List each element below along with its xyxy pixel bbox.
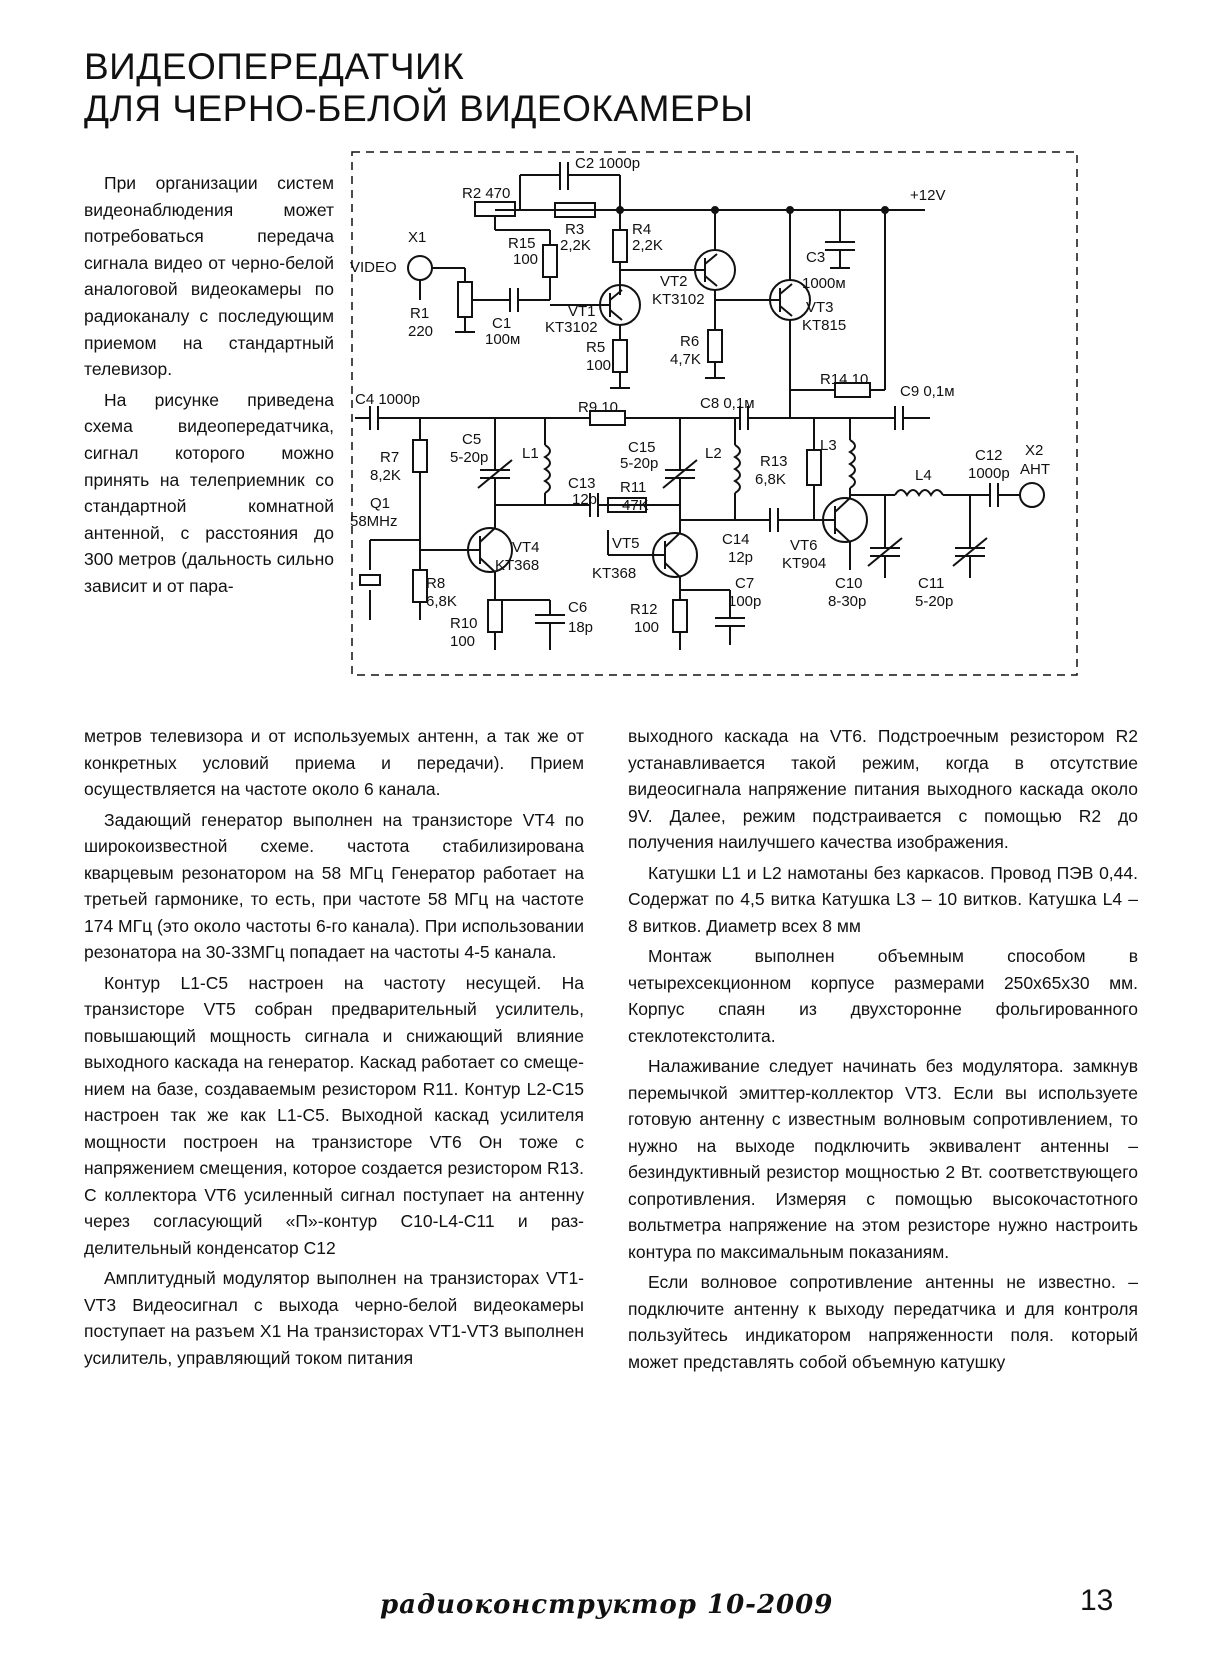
label-vt1-type: KT3102 — [545, 319, 598, 336]
label-r10-value: 100 — [450, 633, 476, 650]
paragraph: Катушки L1 и L2 намотаны без каркасов. Провод ПЭВ 0,44. Содержат по 4,5 витка Катушка L3 – 10 витков. Катушка L4 – 8 витков. Диаметр всех 8 мм — [628, 862, 1138, 936]
label-c5: C5 — [462, 431, 482, 448]
label-r10: R10 — [450, 615, 478, 632]
label-c4: C4 1000p — [355, 391, 421, 408]
label-r8-value: 6,8K — [426, 593, 457, 610]
paragraph: Налаживание следует начинать без модулятора. замкнув перемычкой эмиттер-коллектор VT3. Если вы используете готовую антенну с известным волновым сопротивлением, то нужно на выходе подключить эквивалент антенны – безиндуктивный резистор мощностью 2 Вт. соответствующего сопротивления. Измеряя с помощью высокочастотного вольтметра напряжение на этом резисторе нужно настроить контура по максимальным показаниям. — [628, 1056, 1138, 1262]
label-plus12: +12V — [910, 187, 946, 204]
label-vt3-type: KT815 — [802, 317, 847, 334]
label-q1: Q1 — [370, 495, 391, 512]
label-r9: R9 10 — [578, 399, 619, 416]
label-r5: R5 — [586, 339, 606, 356]
paragraph: При организации систем видеонаблюдения может потребоваться передача сигнала видео от черно-белой аналоговой видеокамеры по радиоканалу с последующим приемом на стандартный телевизор. — [84, 173, 334, 380]
title-line-2: ДЛЯ ЧЕРНО-БЕЛОЙ ВИДЕОКАМЕРЫ — [84, 88, 754, 129]
label-r3: R3 — [565, 221, 585, 238]
label-c7: C7 — [735, 575, 755, 592]
label-c8: C8 0,1м — [700, 395, 755, 412]
label-c3: C3 — [806, 249, 826, 266]
label-r5-value: 100 — [586, 357, 612, 374]
label-r4-value: 2,2K — [632, 237, 663, 254]
label-r11: R11 — [620, 479, 647, 496]
label-r6-value: 4,7K — [670, 351, 701, 368]
paragraph: Амплитудный модулятор выполнен на транзисторах VT1-VT3 Видеосигнал с выхода черно-белой видеокамеры поступает на разъем Х1 На транзисторах VT1-VT3 выполнен усилитель, управляющий током питания — [84, 1268, 584, 1368]
label-vt2-type: KT3102 — [652, 291, 705, 308]
label-vt5-type: KT368 — [592, 565, 637, 582]
label-c14: C14 — [722, 531, 750, 548]
paragraph: На рисунке приведена схема видеопередатчика, сигнал которого можно принять на телеприемник со стандартной комнатной антенной, с расстояния до 300 метров (дальность сильно зависит и от пара- — [84, 389, 334, 596]
intro-column — [84, 170, 334, 604]
label-vt5: VT5 — [612, 535, 640, 552]
label-vt1: VT1 — [568, 303, 596, 320]
label-c3-value: 1000м — [802, 275, 846, 292]
label-c9: C9 0,1м — [900, 383, 955, 400]
label-x2: X2 — [1025, 442, 1044, 459]
label-c7-value: 100p — [728, 593, 762, 610]
label-r14: R14 10 — [820, 371, 869, 388]
label-c14-value: 12p — [728, 549, 754, 566]
label-r15-value: 100 — [513, 251, 539, 268]
page-number: 13 — [1080, 1584, 1114, 1617]
label-c15: C15 — [628, 439, 656, 456]
label-l3: L3 — [820, 437, 837, 454]
paragraph: Контур L1-C5 настроен на частоту несущей. На транзисторе VT5 собран предварительный усилитель, повышающий мощность сигнала и снижающий влияние выходного каскада на генератор. Каскад работает со смещением на базе, создаваемым резистором R11. Контур L2-C15 настроен так же как L1-C5. Выходной каскад усилителя мощности построен на транзисторе VT6 Он тоже с напряжением смещения, которое создается резистором R13. С коллектора VT6 усиленный сигнал поступает на антенну через согласующий «П»-контур С10-L4-C11 и разделительный конденсатор С12 — [84, 972, 584, 1258]
label-vt6-type: KT904 — [782, 555, 827, 572]
label-vt2: VT2 — [660, 273, 688, 290]
label-r2: R2 470 — [462, 185, 511, 202]
article-title — [84, 46, 754, 130]
label-r8: R8 — [426, 575, 446, 592]
label-r13-value: 6,8K — [755, 471, 786, 488]
label-c5-value: 5-20p — [450, 449, 489, 466]
title-line-1: ВИДЕОПЕРЕДАТЧИК — [84, 46, 465, 87]
label-c10: C10 — [835, 575, 863, 592]
label-r4: R4 — [632, 221, 652, 238]
label-c13-value: 12p — [572, 491, 598, 508]
label-c2: C2 1000p — [575, 155, 641, 172]
label-vt4-type: KT368 — [495, 557, 540, 574]
label-c15-value: 5-20p — [620, 455, 659, 472]
label-l4: L4 — [915, 467, 932, 484]
label-r13: R13 — [760, 453, 788, 470]
label-r15: R15 — [508, 235, 536, 252]
label-l1: L1 — [522, 445, 539, 462]
label-r7-value: 8,2K — [370, 467, 401, 484]
label-vt4: VT4 — [512, 539, 540, 556]
label-c12: C12 — [975, 447, 1003, 464]
label-c11: C11 — [918, 575, 945, 592]
label-q1-value: 58MHz — [350, 513, 398, 530]
paragraph: Если волновое сопротивление антенны не известно. – подключите антенну к выходу передатчика и для контроля пользуйтесь индикатором напряженности поля. который может представлять собой объемную катушку — [628, 1272, 1138, 1372]
label-c1-value: 100м — [485, 331, 521, 348]
label-r3-value: 2,2K — [560, 237, 591, 254]
label-r12: R12 — [630, 601, 658, 618]
label-l2: L2 — [705, 445, 722, 462]
label-c6: C6 — [568, 599, 588, 616]
label-r1: R1 — [410, 305, 430, 322]
label-r11-value: 47K — [622, 497, 649, 514]
label-c10-value: 8-30p — [828, 593, 867, 610]
label-r7: R7 — [380, 449, 400, 466]
paragraph: Задающий генератор выполнен на транзисторе VT4 по широкоизвестной схеме. частота стабилизирована кварцевым резонатором на 58 МГц Генератор работает на третьей гармонике, то есть, при частоте 58 МГц на частоте 174 МГц (это около частоты 6-го канала). При использовании резонатора на 30-33МГц попадает на частоты 4-5 канала. — [84, 809, 584, 962]
label-video: VIDEO — [350, 259, 397, 276]
label-c11-value: 5-20p — [915, 593, 954, 610]
label-c13: C13 — [568, 475, 596, 492]
label-ant: АНТ — [1020, 461, 1050, 478]
label-r6: R6 — [680, 333, 700, 350]
label-r12-value: 100 — [634, 619, 660, 636]
paragraph: выходного каскада на VT6. Подстроечным резистором R2 устанавливается такой режим, когда в отсутствие видеосигнала напряжение питания выходного каскада около 9V. Далее, режим подстраивается с помощью R2 до получения наилучшего качества изображения. — [628, 726, 1138, 852]
label-c6-value: 18p — [568, 619, 594, 636]
paragraph: метров телевизора и от используемых антенн, а так же от конкретных условий приема и передачи). Прием осуществляется на частоте около 6 канала. — [84, 726, 584, 799]
label-c12-value: 1000p — [968, 465, 1010, 482]
label-x1: X1 — [408, 229, 427, 246]
label-vt6: VT6 — [790, 537, 818, 554]
label-r1-value: 220 — [408, 323, 434, 340]
label-c1: C1 — [492, 315, 512, 332]
paragraph: Монтаж выполнен объемным способом в четырехсекционном корпусе размерами 250х65х30 мм. Корпус спаян из двухсторонне фольгированного стеклотекстолита. — [628, 946, 1138, 1046]
circuit-schematic — [350, 150, 1140, 715]
label-vt3: VT3 — [806, 299, 834, 316]
right-column — [628, 723, 1138, 1379]
left-column — [84, 723, 584, 1375]
magazine-name: радиоконструктор 10-2009 — [380, 1590, 834, 1620]
